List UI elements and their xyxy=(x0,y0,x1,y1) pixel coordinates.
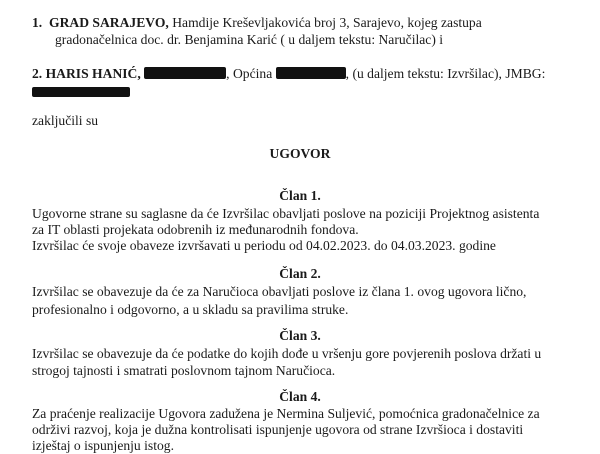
article-2-line-1: Izvršilac se obavezuje da će za Naručioca obavljati poslove iz člana 1. ovog ugovora lično, xyxy=(32,284,527,299)
party2-line1 xyxy=(32,66,545,82)
party2-role: , (u daljem tekstu: Izvršilac), JMBG: xyxy=(345,66,546,81)
party2-line2 xyxy=(32,84,130,100)
article-2-heading: Član 2. xyxy=(279,266,321,281)
article-1-heading: Član 1. xyxy=(279,188,321,203)
article-4-heading: Član 4. xyxy=(279,389,321,404)
party1-line2: gradonačelnica doc. dr. Benjamina Karić ( u daljem tekstu: Naručilac) i xyxy=(55,32,444,47)
redaction-block xyxy=(144,67,226,79)
party1-line1 xyxy=(32,15,552,31)
contract-title: UGOVOR xyxy=(269,146,331,161)
redaction-block xyxy=(276,67,346,79)
party2-name: 2. HARIS HANIĆ, xyxy=(32,66,141,81)
article-4-line-3: izještaj o ispunjenju istog. xyxy=(32,438,174,453)
party1-number: 1. xyxy=(32,15,43,30)
party2-municipality-label: , Općina xyxy=(226,66,273,81)
article-3-heading: Član 3. xyxy=(279,328,321,343)
article-1-line-3: Izvršilac će svoje obaveze izvršavati u periodu od 04.02.2023. do 04.03.2023. godine xyxy=(32,238,496,253)
article-3-line-1: Izvršilac se obavezuje da će podatke do kojih dođe u vršenju gore povjerenih poslova držati u xyxy=(32,346,542,361)
article-1-line-1: Ugovorne strane su saglasne da će Izvršilac obavljati poslove na poziciji Projektnog asistenta xyxy=(32,206,540,221)
party1-name: GRAD SARAJEVO, xyxy=(49,15,169,30)
article-4-line-2: održivi razvoj, koja je dužna kontrolisati ispunjenje ugovora od strane Izvršioca i dostaviti xyxy=(32,422,524,437)
article-3-line-2: strogoj tajnosti i smatrati poslovnom tajnom Naručioca. xyxy=(32,363,336,378)
concluded-text: zaključili su xyxy=(32,113,99,128)
party1-address: Hamdije Kreševljakovića broj 3, Sarajevo, kojeg zastupa xyxy=(172,15,482,30)
article-1-line-2: za IT oblasti projekata odobrenih iz međunarodnih fondova. xyxy=(32,222,359,237)
redaction-block xyxy=(32,87,130,97)
article-2-line-2: profesionalno i odgovorno, a u skladu sa pravilima struke. xyxy=(32,302,349,317)
article-4-line-1: Za praćenje realizacije Ugovora zadužena je Nermina Suljević, pomoćnica gradonačelnice za xyxy=(32,406,540,421)
